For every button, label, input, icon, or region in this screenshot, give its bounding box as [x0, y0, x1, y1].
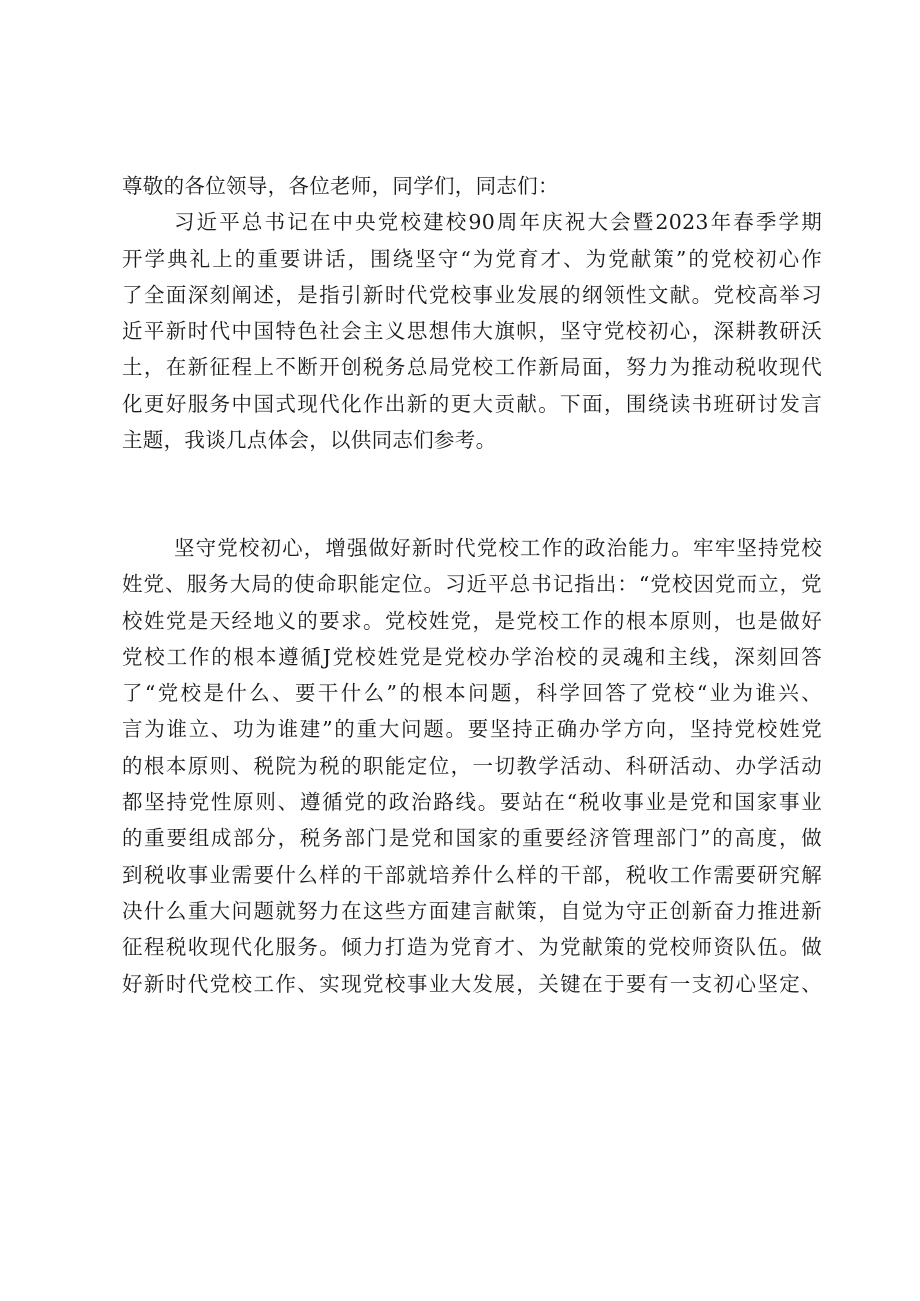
- paragraph-1-line: 开学典礼上的重要讲话，围绕坚守“为党育才、为党献策”的党校初心作: [122, 246, 822, 271]
- paragraph-1-line: 化更好服务中国式现代化作出新的更大贡献。下面，围绕读书班研讨发言: [122, 391, 822, 416]
- paragraph-1-line: 主题，我谈几点体会，以供同志们参考。: [122, 428, 497, 453]
- paragraph-2-line: 校姓党是天经地义的要求。党校姓党，是党校工作的根本原则，也是做好: [122, 608, 822, 633]
- document-body: [122, 168, 822, 458]
- paragraph-1-line: 习近平总书记在中央党校建校90周年庆祝大会暨2023年春季学期: [174, 210, 822, 235]
- paragraph-2-line: 了“党校是什么、要干什么”的根本问题，科学回答了党校“业为谁兴、: [122, 681, 822, 706]
- paragraph-1-line: 近平新时代中国特色社会主义思想伟大旗帜，坚守党校初心，深耕教研沃: [122, 319, 822, 344]
- paragraph-2-line: 到税收事业需要什么样的干部就培养什么样的干部，税收工作需要研究解: [122, 862, 822, 887]
- paragraph-1-line: 了全面深刻阐述，是指引新时代党校事业发展的纲领性文献。党校高举习: [122, 282, 822, 307]
- document-body-continued: [122, 530, 822, 1002]
- paragraph-2-line: 好新时代党校工作、实现党校事业大发展，关键在于要有一支初心坚定、: [122, 971, 822, 996]
- salutation: 尊敬的各位领导，各位老师，同学们，同志们：: [122, 174, 559, 198]
- paragraph-2-line: 言为谁立、功为谁建”的重大问题。要坚持正确办学方向，坚持党校姓党: [122, 717, 822, 742]
- paragraph-2-line: 的重要组成部分，税务部门是党和国家的重要经济管理部门”的高度，做: [122, 826, 822, 851]
- paragraph-2-line: 都坚持党性原则、遵循党的政治路线。要站在“税收事业是党和国家事业: [122, 790, 822, 815]
- paragraph-2-line: 坚守党校初心，增强做好新时代党校工作的政治能力。牢牢坚持党校: [174, 536, 822, 560]
- paragraph-2-line: 征程税收现代化服务。倾力打造为党育才、为党献策的党校师资队伍。做: [122, 935, 822, 960]
- paragraph-2-line: 的根本原则、税院为税的职能定位，一切教学活动、科研活动、办学活动: [122, 753, 822, 778]
- paragraph-1-line: 土，在新征程上不断开创税务总局党校工作新局面，努力为推动税收现代: [122, 355, 822, 380]
- paragraph-2-line: 党校工作的根本遵循J党校姓党是党校办学治校的灵魂和主线，深刻回答: [122, 644, 822, 669]
- paragraph-2-line: 决什么重大问题就努力在这些方面建言献策，自觉为守正创新奋力推进新: [122, 898, 822, 923]
- paragraph-2-line: 姓党、服务大局的使命职能定位。习近平总书记指出：“党校因党而立，党: [122, 572, 822, 597]
